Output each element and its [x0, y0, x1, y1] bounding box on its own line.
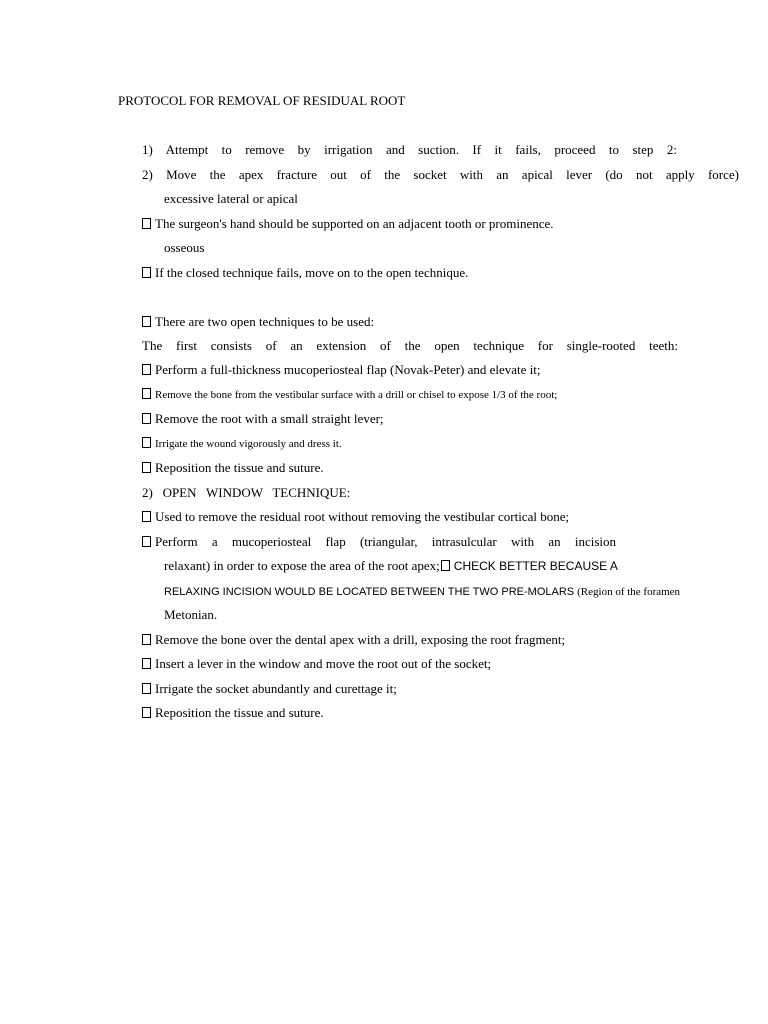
bullet-box-icon [142, 316, 151, 327]
step-1-line: 1) Attempt to remove by irrigation and suction. If it fails, proceed to step 2: [142, 142, 677, 157]
bullet-text: Remove the bone from the vestibular surface with a drill or chisel to expose 1/3 of the root; [155, 389, 558, 401]
bullet-box-icon [142, 462, 151, 473]
bullet-remove-root [142, 411, 384, 427]
bullet-text: Irrigate the socket abundantly and curettage it; [155, 681, 397, 696]
bullet-text: Remove the bone over the dental apex with a drill, exposing the root fragment; [155, 632, 566, 647]
flap-continuation-text: relaxant) in order to expose the area of the root apex; [164, 558, 440, 573]
document-title: PROTOCOL FOR REMOVAL OF RESIDUAL ROOT [118, 93, 406, 108]
step-2-line: 2) Move the apex fracture out of the socket with an apical lever (do not apply force) [142, 167, 739, 182]
bullet-box-icon [142, 536, 151, 547]
flap-continuation [164, 558, 618, 574]
bullet-text: Remove the root with a small straight lever; [155, 411, 384, 426]
bullet-box-icon [441, 560, 450, 571]
relaxing-incision-line [164, 583, 680, 600]
bullet-text: Used to remove the residual root without removing the vestibular cortical bone; [155, 509, 570, 524]
bullet-text: The surgeon's hand should be supported on an adjacent tooth or prominence. [155, 216, 554, 231]
bullet-box-icon [142, 511, 151, 522]
first-technique-intro: The first consists of an extension of the open technique for single-rooted teeth: [142, 338, 678, 353]
bullet-text: If the closed technique fails, move on to the open technique. [155, 265, 469, 280]
bullet-irrigate-wound [142, 436, 342, 452]
bullet-box-icon [142, 413, 151, 424]
bullet-box-icon [142, 437, 151, 448]
bullet-box-icon [142, 683, 151, 694]
relaxing-incision-note: RELAXING INCISION WOULD BE LOCATED BETWEEN THE TWO PRE-MOLARS [164, 586, 575, 598]
bullet-text: Irrigate the wound vigorously and dress it. [155, 438, 342, 450]
bullet-reposition-2 [142, 705, 324, 721]
bullet-perform-flap [142, 534, 616, 550]
bullet-surgeon-continuation: osseous [164, 240, 205, 255]
bullet-remove-bone [142, 387, 557, 403]
bullet-box-icon [142, 267, 151, 278]
metonian-line: Metonian. [164, 607, 218, 622]
foramen-region-text: (Region of the foramen [577, 586, 681, 598]
bullet-box-icon [142, 634, 151, 645]
check-better-note: CHECK BETTER BECAUSE A [453, 559, 618, 573]
bullet-remove-bone-apex [142, 632, 565, 648]
bullet-box-icon [142, 364, 151, 375]
bullet-text: Reposition the tissue and suture. [155, 705, 324, 720]
bullet-box-icon [142, 218, 151, 229]
bullet-reposition-1 [142, 460, 324, 476]
bullet-text: Perform a full-thickness mucoperiosteal flap (Novak-Peter) and elevate it; [155, 362, 541, 377]
open-window-heading: 2) OPEN WINDOW TECHNIQUE: [142, 485, 351, 500]
bullet-text: Insert a lever in the window and move the root out of the socket; [155, 656, 492, 671]
bullet-flap [142, 362, 541, 378]
bullet-closed-technique [142, 265, 468, 281]
bullet-box-icon [142, 388, 151, 399]
bullet-irrigate-socket [142, 681, 397, 697]
bullet-text: There are two open techniques to be used: [155, 314, 375, 329]
bullet-used-to-remove [142, 509, 569, 525]
bullet-insert-lever [142, 656, 491, 672]
bullet-open-techniques [142, 314, 374, 330]
step-2-continuation: excessive lateral or apical [164, 191, 298, 206]
bullet-box-icon [142, 707, 151, 718]
bullet-box-icon [142, 658, 151, 669]
bullet-surgeon-hand [142, 216, 554, 232]
bullet-text: Perform a mucoperiosteal flap (triangular, intrasulcular with an incision [155, 534, 616, 549]
bullet-text: Reposition the tissue and suture. [155, 460, 324, 475]
